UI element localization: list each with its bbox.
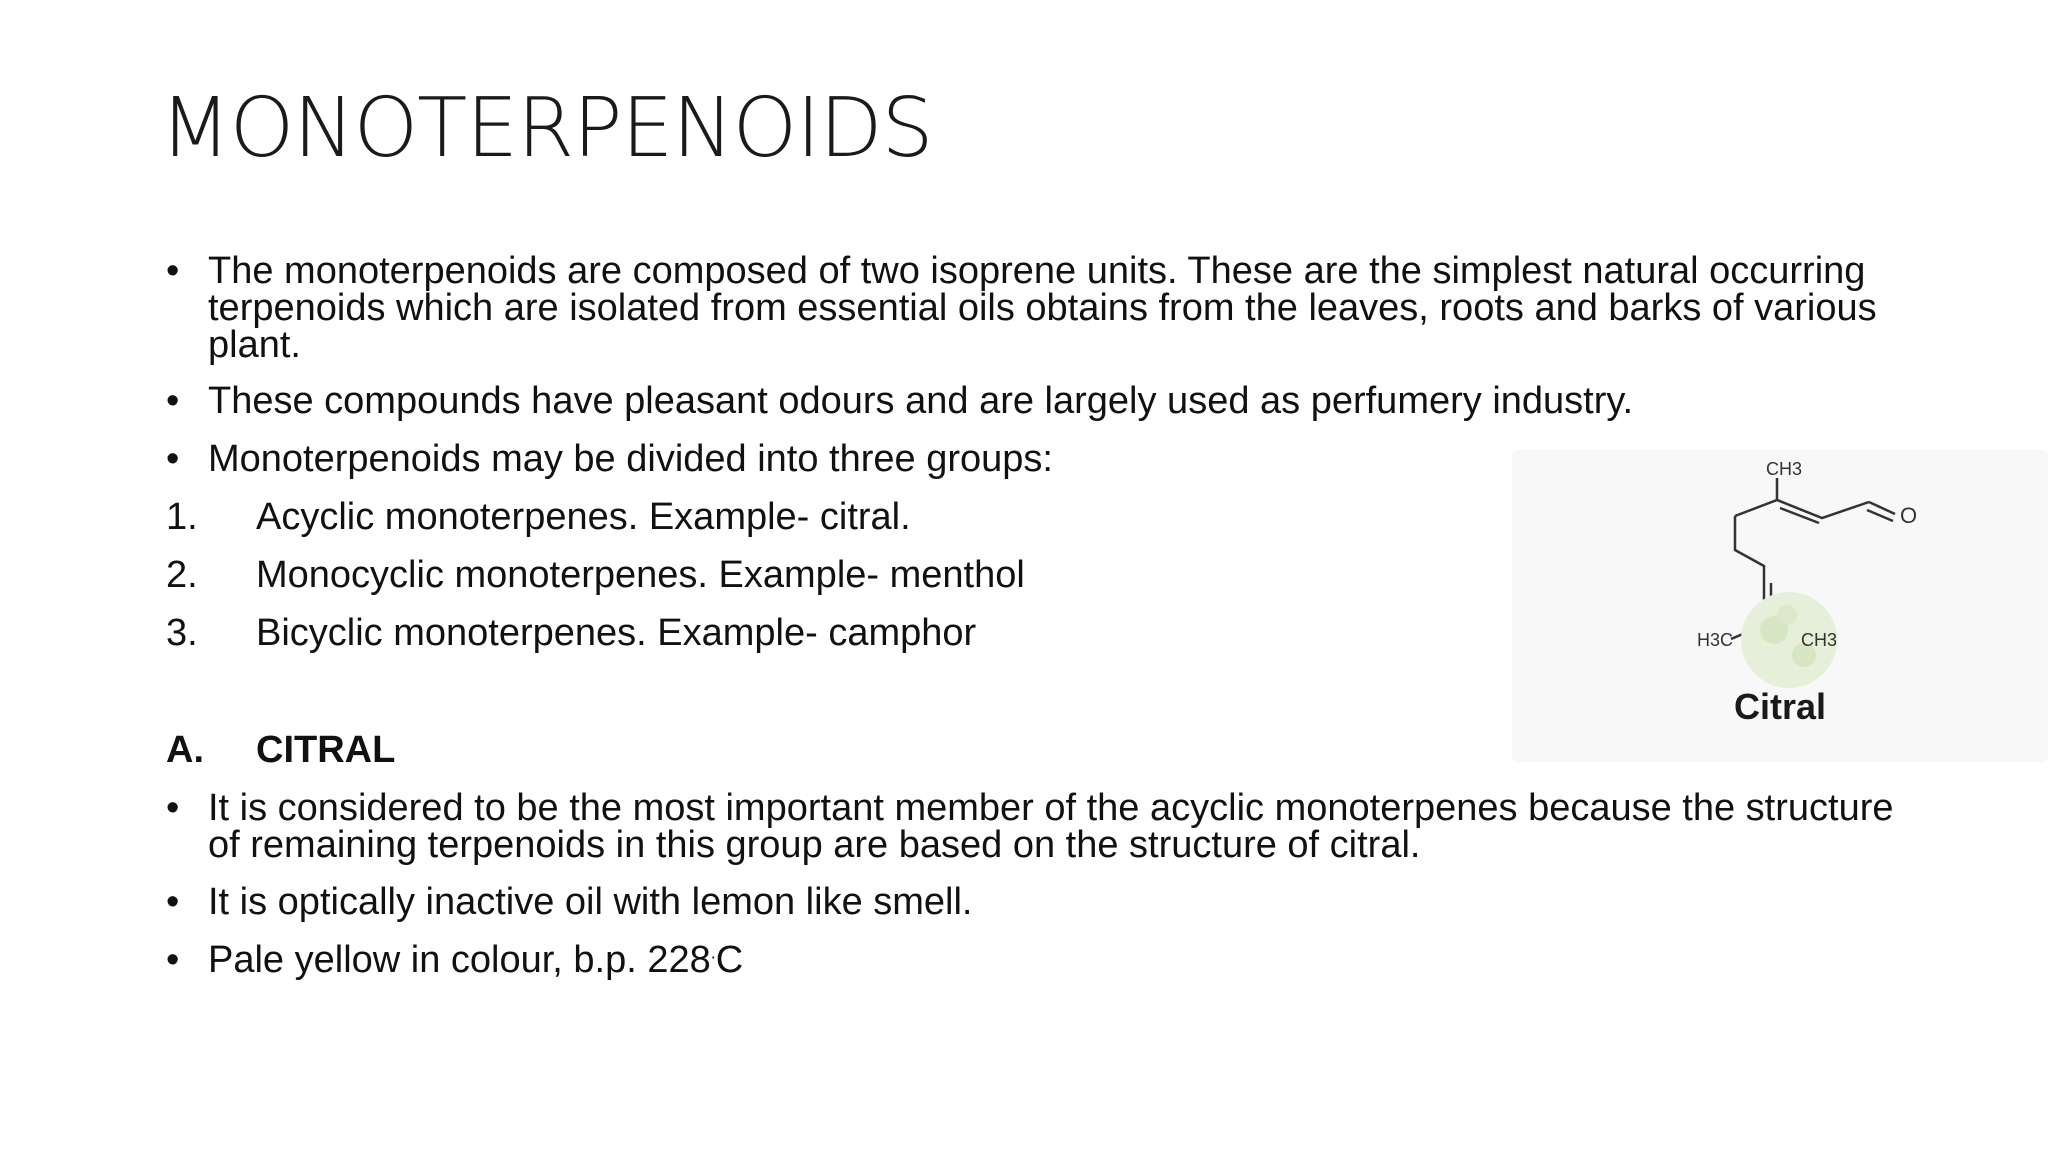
bullet-text: Monoterpenoids may be divided into three groups: bbox=[208, 438, 1053, 480]
bullet-marker: • bbox=[166, 881, 180, 923]
citral-structure-figure bbox=[1512, 450, 2048, 762]
temperature-unit: C bbox=[715, 939, 744, 981]
list-text: Monocyclic monoterpenes. Example- menthol bbox=[256, 554, 1025, 596]
list-number: 3. bbox=[166, 612, 198, 654]
list-text: Acyclic monoterpenes. Example- citral. bbox=[256, 496, 911, 538]
bullet-text: It is optically inactive oil with lemon like smell. bbox=[208, 881, 973, 923]
list-text: Bicyclic monoterpenes. Example- camphor bbox=[256, 612, 977, 654]
bullet-text: It is considered to be the most important member of the acyclic monoterpenes because the structure of remaining terpenoids in this group are based on the structure of citral. bbox=[208, 787, 1894, 866]
slide-title: MONOTERPENOIDS bbox=[160, 81, 933, 176]
bullet-marker: • bbox=[166, 250, 180, 292]
bullet-marker: • bbox=[166, 380, 180, 422]
boiling-point-text: Pale yellow in colour, b.p. 228 bbox=[208, 939, 711, 981]
label-h3c: H3C bbox=[1697, 630, 1734, 650]
label-oxygen: O bbox=[1900, 503, 1918, 528]
label-ch3-right: CH3 bbox=[1801, 630, 1838, 650]
bullet-marker: • bbox=[166, 787, 180, 829]
figure-caption: Citral bbox=[1733, 686, 1827, 727]
list-number: 2. bbox=[166, 554, 198, 596]
section-title: CITRAL bbox=[256, 729, 396, 771]
bullet-marker: • bbox=[166, 939, 180, 981]
section-marker: A. bbox=[166, 729, 204, 771]
bullet-text: The monoterpenoids are composed of two isoprene units. These are the simplest natural occurring terpenoids which are isolated from essential oils obtains from the leaves, roots and barks of various plant. bbox=[208, 250, 1877, 366]
list-number: 1. bbox=[166, 496, 198, 538]
bullet-text bbox=[208, 939, 1928, 981]
bullet-text: These compounds have pleasant odours and are largely used as perfumery industry. bbox=[208, 380, 1634, 422]
degree-mark: . bbox=[710, 942, 716, 963]
label-ch3-top: CH3 bbox=[1766, 459, 1803, 479]
bullet-marker: • bbox=[166, 438, 180, 480]
